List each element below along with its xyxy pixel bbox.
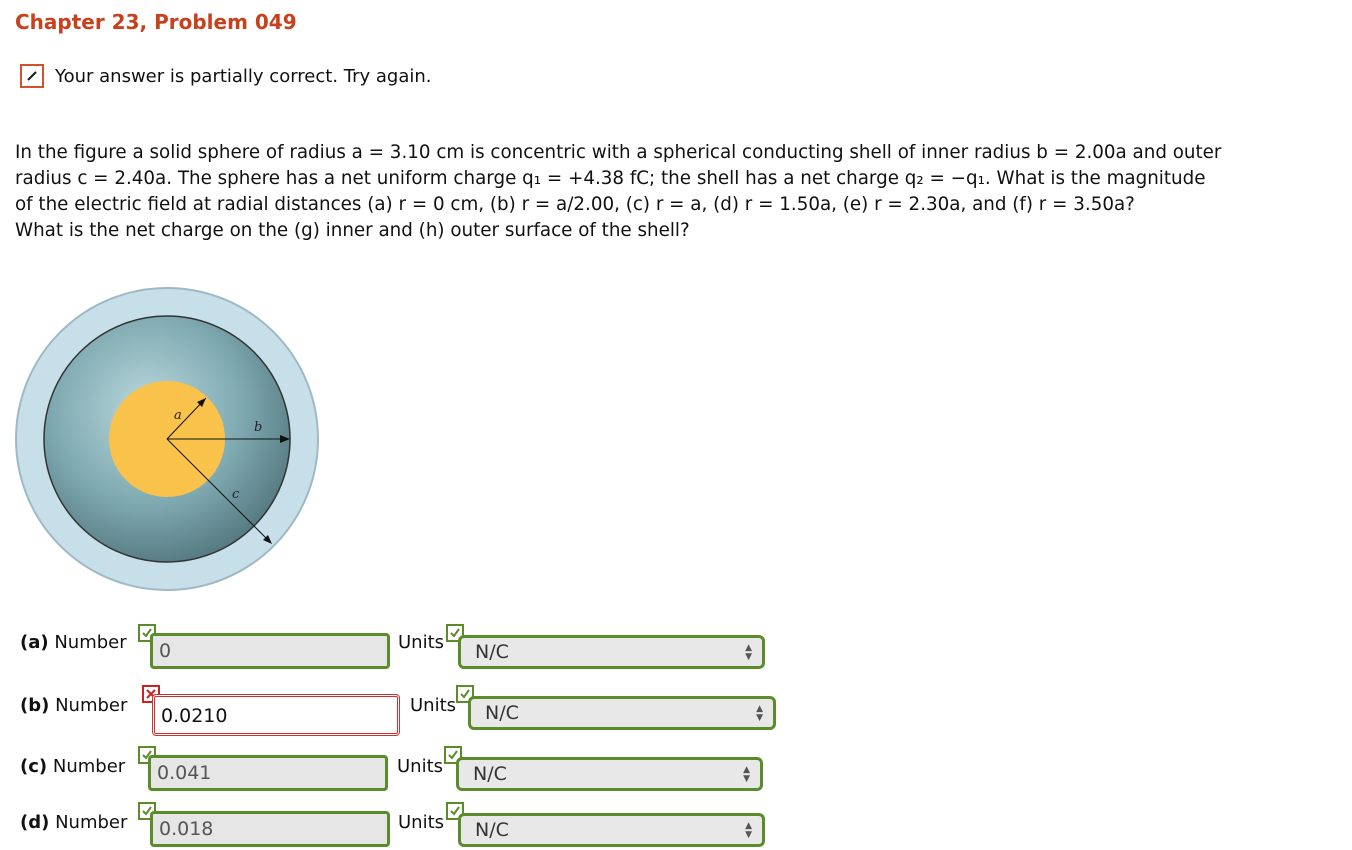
units-select-a[interactable]: N/C ▲ ▼ bbox=[458, 635, 765, 669]
page-title: Chapter 23, Problem 049 bbox=[15, 10, 297, 34]
problem-statement: In the figure a solid sphere of radius a = 3.10 cm is concentric with a spherical conducting shell of inner radius b = 2.00a and outer radius c = 2.40a. The sphere has a net uniform charge q₁ = +4.38 fC; the shell has a net charge q₂ = −q₁. What is the magnitude of the electric field at radial distances (a) r = 0 cm, (b) r = a/2.00, (c) r = a, (d) r = 1.50a, (e) r = 2.30a, and (f) r = 3.50a? What is the net charge on the (g) inner and (h) outer surface of the shell? bbox=[15, 142, 1222, 241]
label-c: c bbox=[232, 487, 240, 502]
label-a: a bbox=[174, 408, 182, 423]
number-input-a[interactable]: 0 bbox=[150, 633, 390, 669]
row-label: (d) Number bbox=[20, 812, 128, 833]
select-arrows-icon: ▲ ▼ bbox=[745, 643, 752, 662]
units-label: Units bbox=[398, 632, 445, 653]
answer-row-d bbox=[0, 800, 800, 844]
row-label: (c) Number bbox=[20, 756, 126, 777]
answer-row-b bbox=[0, 683, 800, 727]
units-label: Units bbox=[410, 695, 457, 716]
answer-row-a bbox=[0, 620, 800, 664]
select-arrows-icon: ▲ ▼ bbox=[756, 704, 763, 723]
number-input-d[interactable]: 0.018 bbox=[150, 811, 390, 847]
units-label: Units bbox=[398, 812, 445, 833]
select-arrows-icon: ▲ ▼ bbox=[743, 765, 750, 784]
concentric-sphere-figure bbox=[14, 286, 320, 592]
units-select-d[interactable]: N/C ▲ ▼ bbox=[458, 813, 765, 847]
number-input-b[interactable]: 0.0210 bbox=[152, 694, 400, 736]
number-input-c[interactable]: 0.041 bbox=[148, 755, 388, 791]
label-b: b bbox=[254, 420, 263, 435]
units-label: Units bbox=[397, 756, 444, 777]
pencil-icon bbox=[20, 64, 44, 88]
row-label: (a) Number bbox=[20, 632, 127, 653]
row-label: (b) Number bbox=[20, 695, 128, 716]
status-message: Your answer is partially correct. Try again. bbox=[55, 66, 432, 87]
units-select-b[interactable]: N/C ▲ ▼ bbox=[468, 696, 776, 730]
answer-row-c bbox=[0, 744, 800, 788]
select-arrows-icon: ▲ ▼ bbox=[745, 821, 752, 840]
units-select-c[interactable]: N/C ▲ ▼ bbox=[456, 757, 763, 791]
